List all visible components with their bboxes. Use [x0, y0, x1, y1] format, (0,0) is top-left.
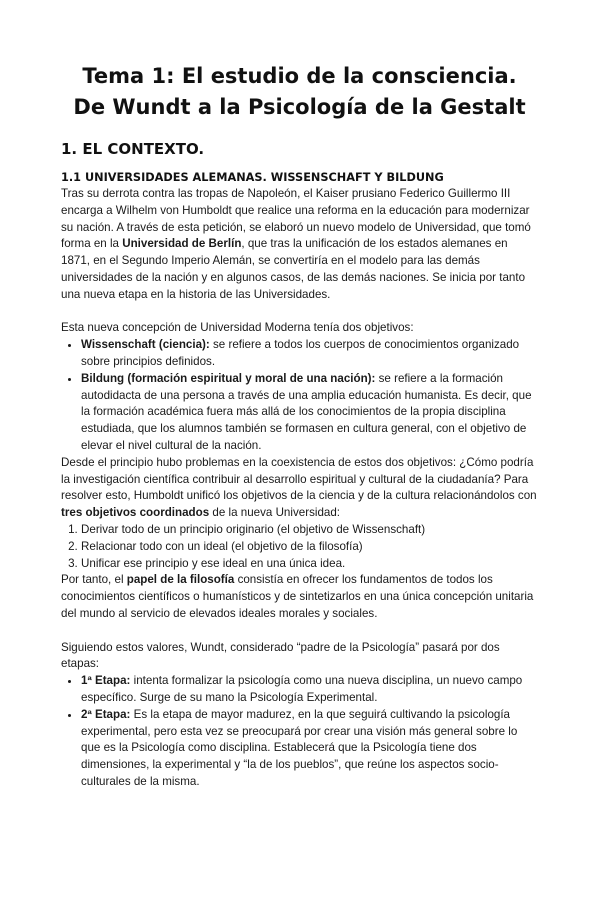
- title-line-2: De Wundt a la Psicología de la Gestalt: [73, 95, 526, 119]
- document-page: [0, 61, 600, 909]
- text-run: consistía en ofrecer los fundamentos de todos los conocimientos científicos o humanísticos y de sintetizarlos en una única concepción unitaria del mundo al servicio de elevados ideales morales y sociales.: [61, 573, 534, 620]
- list-item: 2. Relacionar todo con un ideal (el objetivo de la filosofía): [81, 539, 538, 556]
- paragraph-objectives-intro: Esta nueva concepción de Universidad Moderna tenía dos objetivos:: [61, 321, 414, 335]
- bold-run: Universidad de Berlín: [122, 237, 242, 251]
- text-run: , que tras la unificación de los estados alemanes en 1871, en el Segundo Imperio Alemán, se convertiría en el modelo para las demás universidades de la nación y en algunos casos, de las demás naciones. Se inicia por tanto una nueva etapa en la historia de las Universidades.: [61, 237, 526, 301]
- document-title: [61, 61, 538, 123]
- list-item: 3. Unificar ese principio y ese ideal en una única idea.: [81, 556, 538, 573]
- subsection-heading: 1.1 UNIVERSIDADES ALEMANAS. WISSENSCHAFT Y BILDUNG: [61, 171, 444, 184]
- text-run: de la nueva Universidad:: [209, 506, 341, 520]
- paragraph-wundt: Siguiendo estos valores, Wundt, considerado “padre de la Psicología” pasará por dos etapas:: [61, 640, 500, 671]
- list-item: 1. Derivar todo de un principio originario (el objetivo de Wissenschaft): [81, 522, 538, 539]
- steps-list: [61, 522, 538, 572]
- bold-run: papel de la filosofía: [126, 573, 235, 587]
- paragraph-problems: [61, 455, 538, 522]
- stages-list: [61, 673, 538, 791]
- paragraph-philosophy: [61, 572, 538, 622]
- definition: se refiere a la formación autodidacta de una persona a través de una amplia educación humanista. Es decir, que la formación académica fuera más allá de los conocimientos de la propia disciplina estudiada, que los alumnos también se formasen en cultura general, con el objetivo de elevar el nivel cultural de la nación.: [81, 371, 532, 452]
- title-line-1: Tema 1: El estudio de la consciencia.: [82, 64, 517, 88]
- list-item: [81, 337, 538, 371]
- term: Bildung (formación espiritual y moral de una nación):: [81, 371, 376, 385]
- text-run: Desde el principio hubo problemas en la coexistencia de estos dos objetivos: ¿Cómo podría la investigación científica contribuir al desarrollo espiritual y cultural de la ciudadanía? Para resolver esto, Humboldt unificó los objetivos de la ciencia y de la cultura relacionándolos con: [61, 455, 537, 503]
- definition: se refiere a todos los cuerpos de conocimientos organizado sobre principios definidos.: [81, 338, 520, 368]
- term: Wissenschaft (ciencia):: [81, 338, 210, 352]
- section-heading: 1. EL CONTEXTO.: [61, 140, 205, 158]
- bold-run: tres objetivos coordinados: [61, 506, 210, 520]
- text-run: Tras su derrota contra las tropas de Napoleón, el Kaiser prusiano Federico Guillermo III encarga a Wilhelm von Humboldt que realice una reforma en la educación para modernizar su nación. A través de esta petición, se elaboró un nuevo modelo de Universidad, que tomó forma en la: [61, 187, 531, 251]
- definition: Es la etapa de mayor madurez, en la que seguirá cultivando la psicología experimental, pero esta vez se preocupará por crear una visión más general sobre lo que es la Psicología como disciplina. Establecerá que la Psicología tiene dos dimensiones, la experimental y “la de los pueblos”, que reúne los aspectos socio-culturales de la misma.: [81, 707, 518, 788]
- term: 2ª Etapa:: [81, 707, 131, 721]
- list-item: [81, 371, 538, 455]
- list-item: [81, 707, 538, 791]
- paragraph-intro: [61, 186, 538, 304]
- term: 1ª Etapa:: [81, 674, 131, 688]
- text-run: Por tanto, el: [61, 573, 127, 587]
- objectives-list: [61, 337, 538, 455]
- definition: intenta formalizar la psicología como una nueva disciplina, un nuevo campo específico. Surge de su mano la Psicología Experimental.: [81, 674, 523, 704]
- list-item: [81, 673, 538, 707]
